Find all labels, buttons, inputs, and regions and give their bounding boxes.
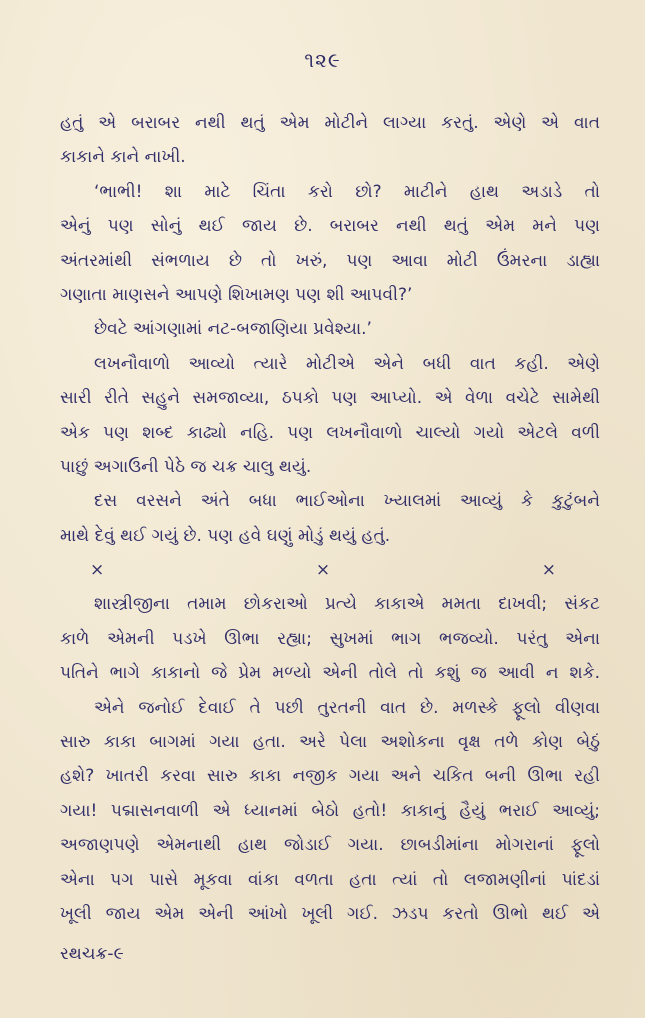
- text-line: ગણાતા માણસને આપણે શિખામણ પણ શી આપવી?’: [60, 284, 413, 305]
- text-line: એક પણ શબ્દ કાઢ્યો નહિ. પણ લખનૌવાળો ચાલ્યો ગયો એટલે વળી: [60, 422, 600, 443]
- text-line: સારી રીતે સહુને સમજાવ્યા, ઠપકો પણ આપ્યો. એ વેળા વચેટે સામેથી: [60, 388, 600, 409]
- text-line: હતું એ બરાબર નથી થતું એમ મોટીને લાગ્યા કરતું. એણે એ વાત: [60, 113, 600, 133]
- text-line: એનું પણ સોનું થઈ જાય છે. બરાબર નથી થતું એમ મને પણ: [60, 216, 600, 237]
- text-line: કાકાને કાને નાખી.: [60, 147, 186, 168]
- text-line: ગયા! પદ્માસનવાળી એ ધ્યાનમાં બેઠો હતો! કાકાનું હૈયું ભરાઈ આવ્યું;: [60, 800, 600, 821]
- printer-signature-mark: રથચક્ર-૯: [60, 944, 124, 964]
- page-number: ૧૨૯: [304, 48, 341, 72]
- separator-mark: ×: [90, 560, 105, 581]
- separator-mark: ×: [315, 560, 331, 581]
- text-line: માથે દેવું થઈ ગયું છે. પણ હવે ઘણું મોડું થયું હતું.: [60, 525, 391, 546]
- text-line: અજાણપણે એમનાથી હાથ જોડાઈ ગયા. છાબડીમાંના મોગરાનાં ફૂલો: [60, 835, 600, 856]
- text-line: એને જનોઈ દેવાઈ તે પછી તુરતની વાત છે. મળસ્કે ફૂલો વીણવા: [94, 697, 600, 718]
- text-line: છેવટે આંગણામાં નટ-બજાણિયા પ્રવેશ્યા.’: [94, 319, 372, 340]
- separator-mark: ×: [541, 560, 556, 581]
- section-separator: [60, 553, 600, 587]
- text-line: ‘ભાભી! શા માટે ચિંતા કરો છો? માટીને હાથ અડાડે તો: [94, 181, 600, 202]
- text-line: અંતરમાંથી સંભળાય છે તો ખરું, પણ આવા મોટી ઉંમરના ડાહ્યા: [60, 250, 600, 271]
- text-line: એના પગ પાસે મૂકવા વાંકા વળતા હતા ત્યાં તો લજામણીનાં પાંદડાં: [60, 869, 600, 890]
- text-line: કાળે એમની પડખે ઊભા રહ્યા; સુખમાં ભાગ ભજવ્યો. પરંતુ એના: [60, 628, 600, 649]
- paragraphs-after-separator: [60, 587, 600, 931]
- text-line: પતિને ભાગે કાકાનો જે પ્રેમ મળ્યો એની તોલે તો કશું જ આવી ન શકે.: [60, 663, 600, 684]
- text-line: શાસ્ત્રીજીના તમામ છોકરાઓ પ્રત્યે કાકાએ મમતા દાખવી; સંકટ: [94, 594, 600, 615]
- text-line: દસ વરસને અંતે બધા ભાઈઓના ખ્યાલમાં આવ્યું કે કુટુંબને: [94, 491, 600, 512]
- text-line: પાછું અગાઉની પેઠે જ ચક્ર ચાલુ થયું.: [60, 456, 312, 477]
- paragraphs-before-separator: [60, 106, 600, 553]
- text-line: હશે? ખાતરી કરવા સારુ કાકા નજીક ગયા અને ચકિત બની ઊભા રહી: [60, 766, 600, 787]
- text-line: ખૂલી જાય એમ એની આંખો ખૂલી ગઈ. ઝડપ કરતો ઊભો થઈ એ: [60, 903, 600, 924]
- text-line: સારુ કાકા બાગમાં ગયા હતા. અરે પેલા અશોકના વૃક્ષ તળે કોણ બેઠું: [60, 732, 600, 753]
- text-line: લખનૌવાળો આવ્યો ત્યારે મોટીએ એને બધી વાત કહી. એણે: [94, 353, 600, 374]
- body-text: [60, 106, 600, 931]
